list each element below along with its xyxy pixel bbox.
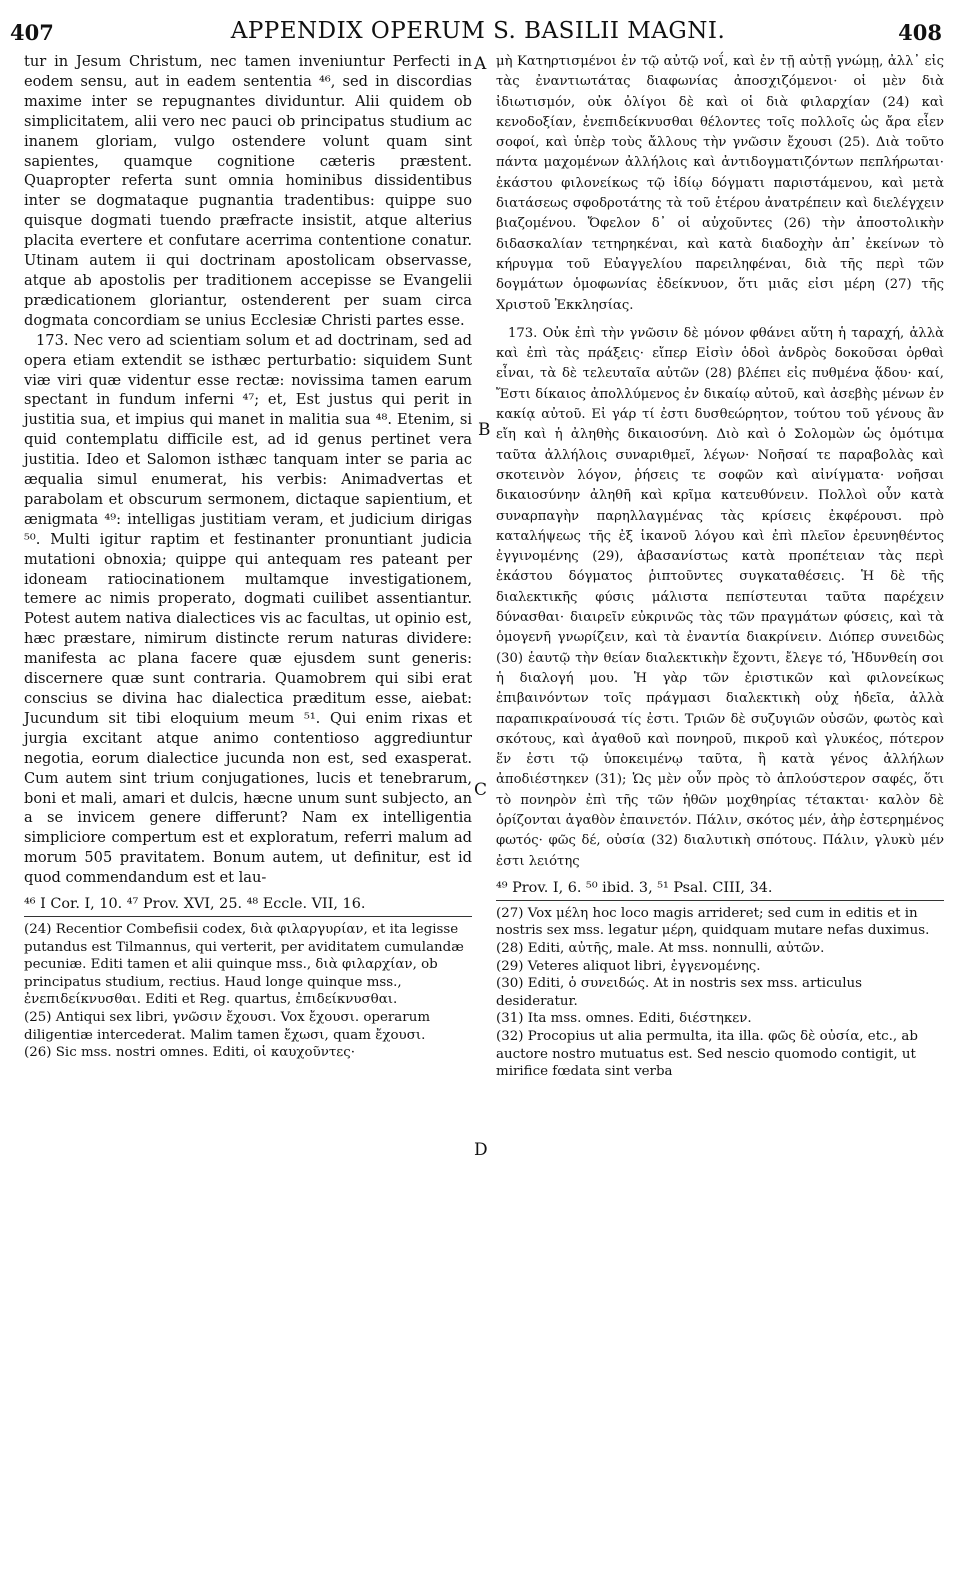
note-28: (28) Editi, αὐτῆς, male. At mss. nonnulli, αὐτῶν. bbox=[496, 941, 825, 957]
footnote-divider bbox=[24, 916, 472, 917]
margin-marker-d: D bbox=[474, 1140, 488, 1160]
note-30: (30) Editi, ὁ συνειδώς. At in nostris sex mss. articulus desideratur. bbox=[496, 976, 862, 1009]
greek-column bbox=[496, 52, 944, 1081]
latin-paragraph-1: tur in Jesum Christum, nec tamen inveniuntur Perfecti in eodem sensu, aut in eadem sententia ⁴⁶, sed in discordias maxime inter se repugnantes dividuntur. Alii quidem ob simplicitatem, alii vero nec pauci ob principatus studium ac inanem gloriam, vulgo ostendere volunt quam sint sapientes, quamque cognitione cæteris præstent. Quapropter referta sunt omnia hominibus dissidentibus inter se dogmataque pugnantia tradentibus: quippe suo quisque dogmati tuendo præfracte insistit, atque alterius placita evertere et confutare acerrima contentione conatur. Utinam autem ii qui doctrinam apostolicam observasse, atque ab apostolis per traditionem accepisse se Evangelii prædicationem gloriantur, ostenderent per suam circa dogmata concordiam se unius Ecclesiæ Christi partes esse. bbox=[24, 53, 472, 329]
note-26: (26) Sic mss. nostri omnes. Editi, οἱ καυχοῦντες· bbox=[24, 1045, 355, 1061]
greek-notes bbox=[496, 905, 944, 1081]
note-27: (27) Vox μέλη hoc loco magis arrideret; sed cum in editis et in nostris sex mss. legatur μέρη, quidquam mutare nefas duximus. bbox=[496, 905, 930, 939]
margin-marker-b: B bbox=[478, 420, 491, 440]
footnote-divider bbox=[496, 900, 944, 901]
margin-marker-a: A bbox=[474, 54, 487, 74]
running-title: APPENDIX OPERUM S. BASILII MAGNI. bbox=[230, 18, 726, 44]
margin-marker-c: C bbox=[474, 780, 488, 800]
note-32: (32) Procopius ut alia permulta, ita illa. φῶς δὲ οὐσία, etc., ab auctore nostro mutuatus est. Sed nescio quomodo contigit, ut mirifice fœdata sint verba bbox=[496, 1029, 918, 1080]
note-29: (29) Veteres aliquot libri, ἐγγενομένης. bbox=[496, 958, 761, 974]
greek-paragraph-1: μὴ Κατηρτισμένοι ἐν τῷ αὐτῷ νοΐ, καὶ ἐν τῇ αὐτῇ γνώμῃ, ἀλλ᾽ εἰς τὰς ἐναντιωτάτας διαφωνίας ἀποσχιζόμενοι· οἱ μὲν διὰ ἰδιωτισμόν, οὐκ ὀλίγοι δὲ καὶ οἱ διὰ φιλαρχίαν (24) καὶ κενοδοξίαν, ἐνεπιδείκνυσθαι θέλοντες τοῖς πολλοῖς ὡς ἄρα εἶεν σοφοί, καὶ ὑπὲρ τοὺς ἄλλους τὴν γνῶσιν ἔχουσι (25). Διὰ τοῦτο πάντα μαχομένων ἀλλήλοις καὶ ἀντιδογματιζόντων πεπλήρωται· ἑκάστου φιλονείκως τῷ ἰδίῳ δόγματι παριστάμενου, καὶ μετὰ διατάσεως σφοδροτάτης τὰ τοῦ ἑτέρου ἀνατρέπειν καὶ διελέγχειν βιαζομένου. Ὄφελον δ᾽ οἱ αὐχοῦντες (26) τὴν ἀποστολικὴν διδασκαλίαν τετηρηκέναι, καὶ κατὰ διαδοχὴν ἀπ᾽ ἐκείνων τὸ κήρυγμα τοῦ Εὐαγγελίου παρειληφέναι, διὰ τῆς περὶ τῶν δογμάτων ὁμοφωνίας ἐδείκνυον, ὅτι μιᾶς εἰσι μέρη (27) τῆς Χριστοῦ Ἐκκλησίας. bbox=[496, 54, 944, 313]
page-number-left: 407 bbox=[10, 20, 54, 45]
greek-scripture-refs: ⁴⁹ Prov. I, 6. ⁵⁰ ibid. 3, ⁵¹ Psal. CIII, 34. bbox=[496, 879, 773, 896]
greek-paragraph-2: 173. Οὐκ ἐπὶ τὴν γνῶσιν δὲ μόνον φθάνει αὕτη ἡ ταραχή, ἀλλὰ καὶ ἐπὶ τὰς πράξεις· εἴπερ Εἰσὶν ὁδοὶ ἀνδρὸς δοκοῦσαι ὀρθαὶ εἶναι, τὰ δὲ τελευταῖα αὐτῶν (28) βλέπει εἰς πυθμένα ᾅδου· καί, Ἔστι δίκαιος ἀπολλύμενος ἐν δικαίῳ αὐτοῦ, καὶ ἀσεβὴς μένων ἐν κακίᾳ αὐτοῦ. Εἰ γάρ τί ἐστι δυσθεώρητον, τούτου τοῦ γένους ἂν εἴη καὶ ἡ ἀληθὴς δικαιοσύνη. Διὸ καὶ ὁ Σολομὼν ὡς ὁμότιμα ταῦτα ἀλλήλοις συναριθμεῖ, λέγων· Νοῆσαί τε παραβολὰς καὶ σκοτεινὸν λόγον, ῥήσεις τε σοφῶν καὶ αἰνίγματα· νοῆσαι δικαιοσύνην ἀληθῆ καὶ κρῖμα κατευθύνειν. Πολλοὶ οὖν κατὰ συναρπαγὴν παρηλλαγμένας τὰς κρίσεις ἐκφέρουσι. πρὸ καταλήψεως τῆς ἐξ ἱκανοῦ λόγου καὶ ἐπὶ πλεῖον ἐρευνηθέντος ἐγγινομένης (29), ἀβασανίστως κατὰ προπέτειαν τὰς περὶ ἑκάστου δόγματος ῥιπτοῦντες συγκαταθέσεις. Ἡ δὲ τῆς διαλεκτικῆς φύσις μάλιστα πεπίστευται ταῦτα παρέχειν δύνασθαι· διαιρεῖν εὐκρινῶς τὰς τῶν πραγμάτων φύσεις, καὶ τὰ ὁμογενῆ γνωρίζειν, καὶ τὰ ἐναντία διακρίνειν. Διόπερ συνειδὼς (30) ἑαυτῷ τὴν θείαν διαλεκτικὴν ἔχοντι, ἔλεγε τό, Ἡδυνθείη σοι ἡ διαλογή μου. Ἡ γὰρ τῶν ἐριστικῶν καὶ φιλονείκως ἐπιβαινόντων τοῖς πράγμασι διαλεκτικὴ οὐχ ἡδεῖα, ἀλλὰ παραπικραίνουσά τίς ἐστι. Τριῶν δὲ συζυγιῶν οὐσῶν, φωτὸς καὶ σκότους, καὶ ἀγαθοῦ καὶ πονηροῦ, πικροῦ καὶ γλυκέος, πότερον ἕν ἐστι τῷ ὑποκειμένῳ ταῦτα, ἢ κατὰ γένος ἀλλήλων ἀποδιέστηκεν (31); Ὡς μὲν οὖν πρὸς τὸ ἁπλούστερον σαφές, ὅτι τὸ πονηρὸν ἐπὶ τῆς τῶν ἠθῶν μοχθηρίας τέτακται· καλὸν δὲ ὁρίζονται ἀγαθὸν ἐπαινετόν. Πάλιν, σκότος μέν, ἀὴρ ἐστερημένος φωτός· φῶς δέ, οὐσία (32) διαλυτικὴ σπότους. Πάλιν, γλυκὺ μέν ἐστι λειότης bbox=[496, 325, 944, 869]
latin-main-text bbox=[24, 52, 472, 888]
note-24: (24) Recentior Combefisii codex, διὰ φιλαργυρίαν, et ita legisse putandus est Tilmannus, qui verterit, per aviditatem cumulandæ pecuniæ. Editi tamen et alii quinque mss., διὰ φιλαρχίαν, ob principatus studium, rectius. Haud longe quinque mss., ἐνεπιδείκνυσθαι. Editi et Reg. quartus, ἐπιδείκνυσθαι. bbox=[24, 922, 464, 1008]
page-header bbox=[0, 14, 956, 48]
latin-notes bbox=[24, 921, 472, 1062]
latin-paragraph-2: 173. Nec vero ad scientiam solum et ad doctrinam, sed ad opera etiam extendit se isthæc perturbatio: siquidem Sunt viæ viri quæ videntur esse rectæ: novissima tamen earum spectant in fundum inferni ⁴⁷; et, Est justus qui perit in justitia sua, et impius qui manet in malitia sua ⁴⁸. Etenim, si quid contemplatu difficile est, ad id genus pertinet vera justitia. Ideo et Salomon isthæc tanquam inter se paria ac æqualia simul enumerat, his verbis: Animadvertas et parabolam et obscurum sermonem, dictaque sapientium, et ænigmata ⁴⁹: intelligas justitiam veram, et judicium dirigas ⁵⁰. Multi igitur raptim et festinanter pronuntiant judicia mutationi obnoxia; quippe qui antequam res pateant per idoneam ratiocinationem multamque investigationem, temere ac nimis properato, dogmati cuilibet assentiantur. Potest autem nativa dialectices vis ac facultas, ut opinio est, hæc præstare, nimirum distincte rerum naturas dividere: manifesta ac plana facere quæ ejusdem sunt generis: discernere quæ sunt contraria. Quamobrem qui sibi erat conscius se divina hac dialectica præditum esse, aiebat: Jucundum sit tibi eloquium meum ⁵¹. Qui enim rixas et jurgia excitant atque animo contentioso aggrediuntur negotia, eorum dialectice jucunda non est, sed exasperat. Cum autem sint trium conjugationes, lucis et tenebrarum, boni et mali, amari et dulcis, hæcne unum sunt subjecto, an a se invicem genere differunt? Nam ex intelligentia simpliciore compertum est et exploratum, referri malum ad morum 505 pravitatem. Bonum autem, ut definitur, est id quod commendandum est et lau- bbox=[24, 331, 472, 887]
note-31: (31) Ita mss. omnes. Editi, διέστηκεν. bbox=[496, 1011, 752, 1027]
greek-main-text bbox=[496, 52, 944, 872]
page-number-right: 408 bbox=[898, 20, 942, 45]
latin-column bbox=[24, 52, 472, 1062]
note-25: (25) Antiqui sex libri, γνῶσιν ἔχουσι. Vox ἔχουσι. operarum diligentiæ intercederat. Malim tamen ἔχωσι, quam ἔχουσι. bbox=[24, 1010, 431, 1043]
latin-scripture-refs: ⁴⁶ I Cor. I, 10. ⁴⁷ Prov. XVI, 25. ⁴⁸ Eccle. VII, 16. bbox=[24, 896, 366, 913]
